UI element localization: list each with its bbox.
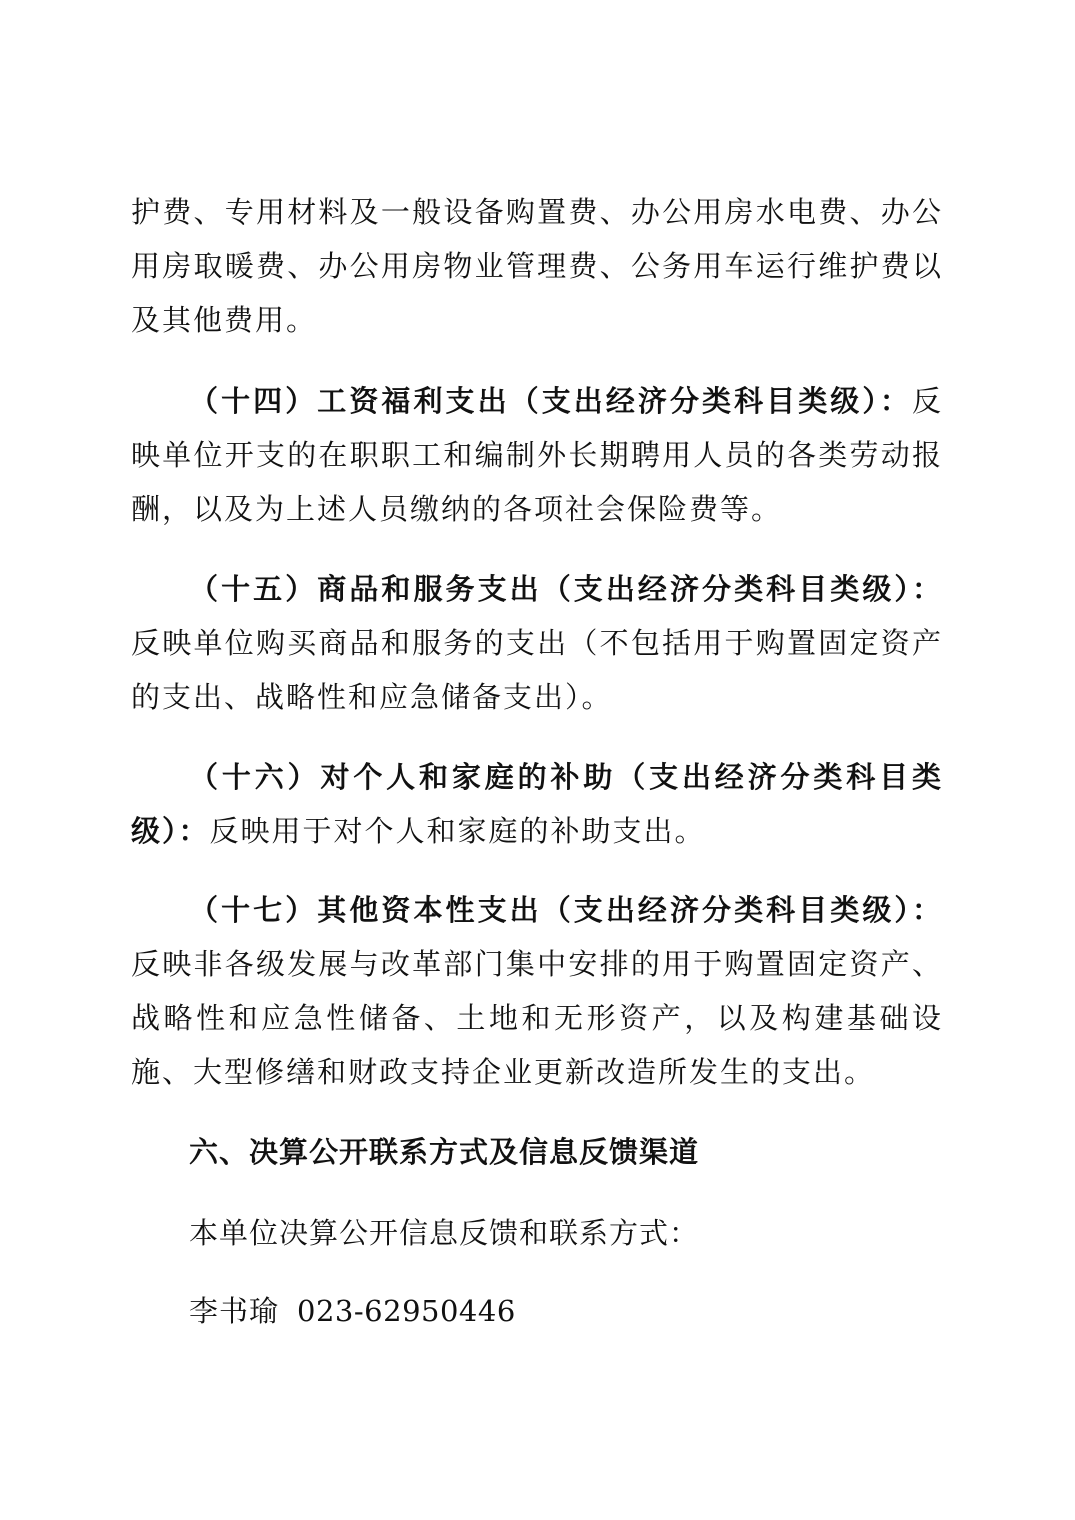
item-sixteen-title: （十六）对个人和家庭的补助（支出经济分类科目类级） xyxy=(131,760,943,848)
item-fifteen-colon: ： xyxy=(911,572,943,606)
item-fifteen-body: 反映单位购买商品和服务的支出（不包括用于购置固定资产的支出、战略性和应急储备支出）。 xyxy=(131,626,943,714)
item-seventeen-paragraph xyxy=(131,883,943,1099)
item-fourteen-paragraph xyxy=(131,374,943,536)
item-seventeen-colon: ： xyxy=(911,893,943,927)
contact-name: 李书瑜 xyxy=(189,1294,280,1328)
section-six-heading: 六、决算公开联系方式及信息反馈渠道 xyxy=(189,1135,700,1169)
item-sixteen-paragraph xyxy=(131,750,943,858)
item-seventeen-title: （十七）其他资本性支出（支出经济分类科目类级） xyxy=(189,893,912,927)
item-fourteen-body: 反映单位开支的在职职工和编制外长期聘用人员的各类劳动报酬，以及为上述人员缴纳的各项社会保险费等。 xyxy=(131,384,943,526)
item-fifteen-paragraph xyxy=(131,562,943,724)
item-sixteen-body: 反映用于对个人和家庭的补助支出。 xyxy=(209,814,706,848)
item-fourteen-colon: ： xyxy=(879,384,912,418)
continuation-paragraph: 护费、专用材料及一般设备购置费、办公用房水电费、办公用房取暖费、办公用房物业管理费、公务用车运行维护费以及其他费用。 xyxy=(131,195,943,337)
item-fifteen-title: （十五）商品和服务支出（支出经济分类科目类级） xyxy=(189,572,912,606)
contact-intro: 本单位决算公开信息反馈和联系方式： xyxy=(189,1216,700,1250)
item-fourteen-title: （十四）工资福利支出（支出经济分类科目类级） xyxy=(189,384,880,418)
contact-phone: 023-62950446 xyxy=(297,1294,516,1328)
item-sixteen-colon: ： xyxy=(178,814,210,848)
contact-line xyxy=(189,1284,516,1338)
item-seventeen-body: 反映非各级发展与改革部门集中安排的用于购置固定资产、战略性和应急性储备、土地和无形资产，以及构建基础设施、大型修缮和财政支持企业更新改造所发生的支出。 xyxy=(131,947,943,1089)
